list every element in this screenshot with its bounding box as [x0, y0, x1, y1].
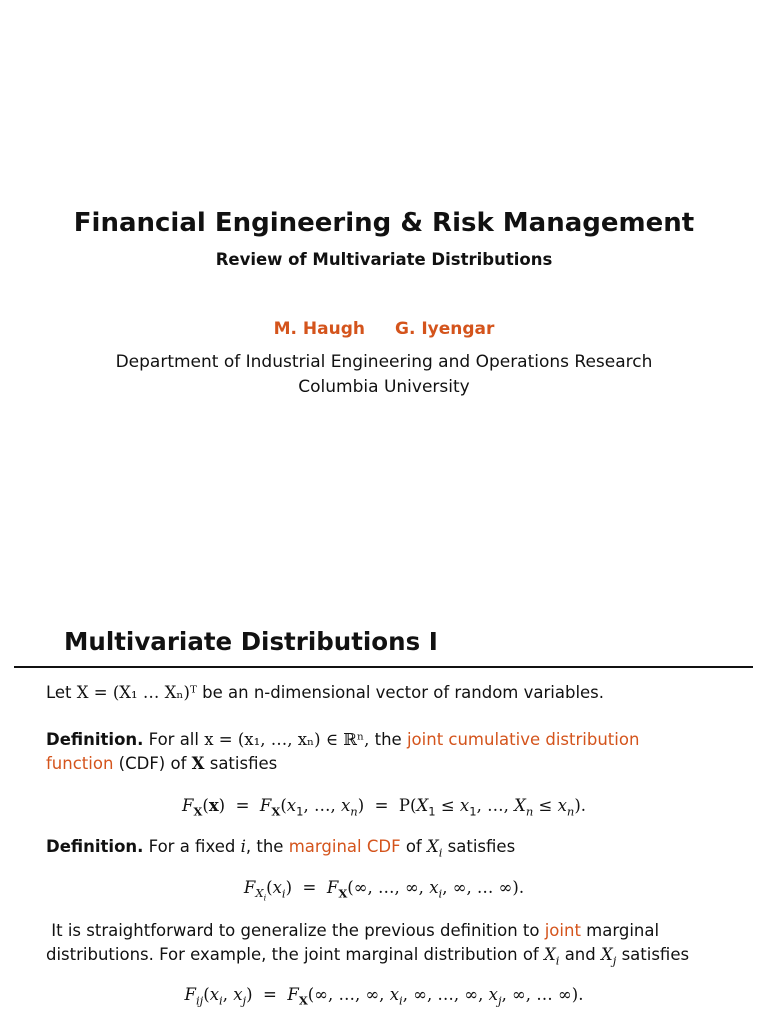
term-joint-cdf: joint cumulative distribution — [406, 730, 640, 749]
equation-marginal-cdf: $F_{X_i}(x_i) = F_X(\infty$, …, ∞, $x_i$, ∞, … ∞). — [243, 878, 525, 903]
author-haugh: M. Haugh — [273, 319, 365, 339]
def1-math: x = (x₁, …, xₙ) ∈ ℝⁿ, — [204, 730, 370, 749]
equation-joint-marginal: $F_{ij}(x_i$, $x_j) = F_X(\infty$, …, ∞, $x_i$, ∞, …, ∞, $x_j$, ∞, … ∞). — [184, 985, 584, 1008]
term-joint: joint — [544, 921, 581, 940]
definition-marginal-cdf: Definition. For a fixed i, the marginal CDF of $X_i$ satisfies — [46, 837, 516, 860]
generalization-paragraph: It is straightforward to generalize the previous definition to joint marginal distributions. For example, the joint marginal distribution of $X_i$ and $X_j$ satisfies — [46, 921, 690, 968]
intro-line: Let X = (X₁ … Xₙ)ᵀ be an n-dimensional vector of random variables. — [46, 683, 605, 702]
presentation-title: Financial Engineering & Risk Management — [73, 208, 695, 238]
title-rule — [14, 666, 753, 668]
presentation-subtitle: Review of Multivariate Distributions — [215, 250, 553, 269]
equation-joint-cdf: $F_X(x) = F_X(x_1$, …, $x_n) = P(X_1 \le x_1$, …, $X_n \le x_n$). — [181, 796, 587, 819]
university: Columbia University — [298, 377, 470, 397]
slide-title: Multivariate Distributions I — [64, 627, 438, 656]
term-marginal-cdf: marginal CDF — [288, 837, 401, 856]
intro-math: X = (X₁ … Xₙ)ᵀ — [76, 683, 197, 702]
affiliation — [0, 350, 768, 400]
definition-joint-cdf: Definition. For all x = (x₁, …, xₙ) ∈ ℝⁿ, the joint cumulative distribution function (CDF) of X satisfies — [46, 730, 640, 773]
authors — [0, 319, 768, 339]
department: Department of Industrial Engineering and Operations Research — [115, 352, 653, 372]
author-iyengar: G. Iyengar — [394, 319, 495, 339]
